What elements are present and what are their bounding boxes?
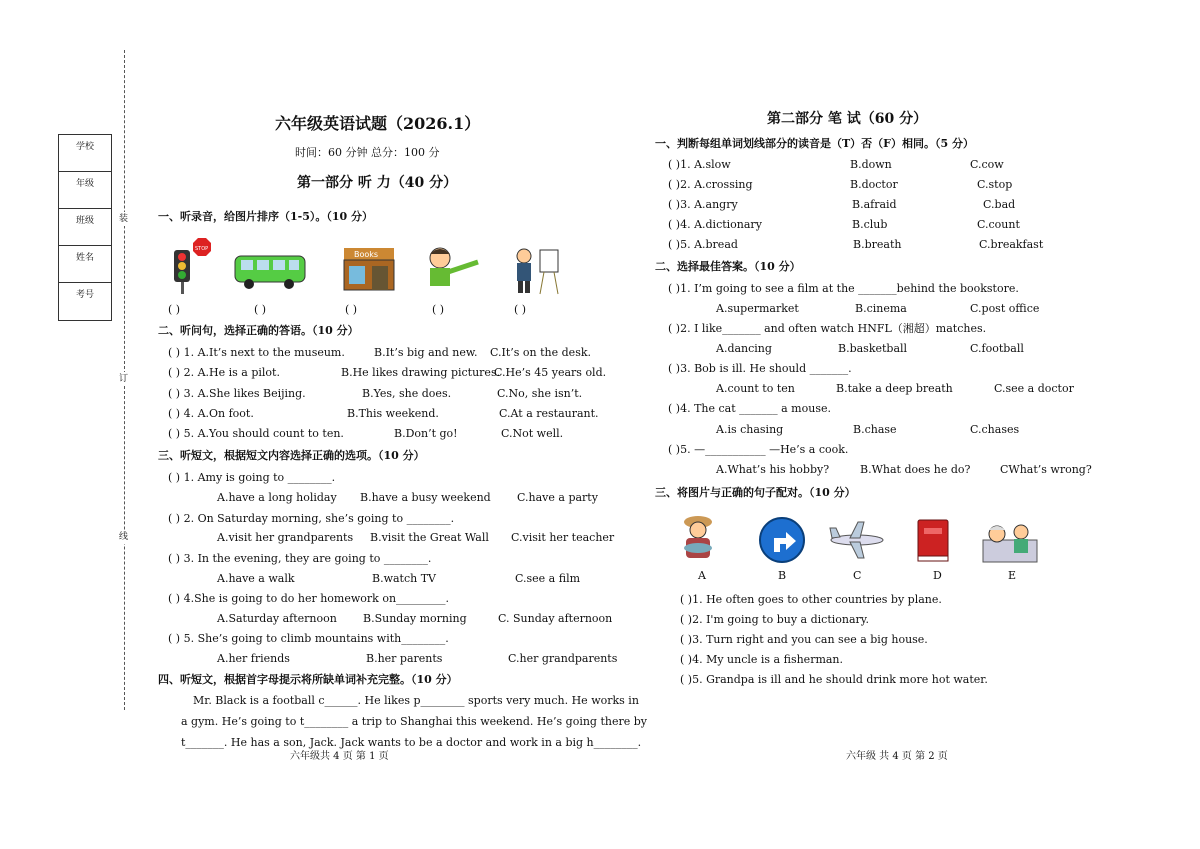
option-b: B.It’s big and new. bbox=[374, 346, 478, 359]
option-c: C.football bbox=[970, 342, 1024, 355]
option-c: C.At a restaurant. bbox=[499, 407, 599, 420]
option-b: B.He likes drawing pictures. bbox=[341, 366, 501, 379]
option-c: C.chases bbox=[970, 423, 1020, 436]
section-heading: 二、选择最佳答案。（10 分） bbox=[655, 260, 801, 273]
section-heading: 三、将图片与正确的句子配对。（10 分） bbox=[655, 486, 856, 499]
option-a: A.dancing bbox=[716, 342, 772, 355]
option-b: B.What does he do? bbox=[860, 463, 971, 476]
section-heading: 一、判断每组单词划线部分的读音是（T）否（F）相同。（5 分） bbox=[655, 137, 974, 150]
question-item: ( )2. I like_______ and often watch HNFL（湘超）matches. bbox=[668, 322, 987, 335]
option-c: C. Sunday afternoon bbox=[498, 612, 613, 625]
picture-letter: C bbox=[853, 569, 862, 582]
question-item: ( ) 4.She is going to do her homework on_________. bbox=[168, 592, 450, 605]
bookstore-icon bbox=[340, 244, 398, 294]
option-a: A.is chasing bbox=[716, 423, 784, 436]
page-title: 六年级英语试题（2026.1） bbox=[275, 114, 481, 133]
question-item: ( ) 4. A.On foot. bbox=[168, 407, 254, 420]
option-c: C.visit her teacher bbox=[511, 531, 615, 544]
grade-field[interactable]: 年级 bbox=[59, 172, 111, 209]
option-b: B.basketball bbox=[838, 342, 908, 355]
option-c: C.stop bbox=[977, 178, 1013, 191]
option-c: C.have a party bbox=[517, 491, 598, 504]
question-item: ( )2. A.crossing bbox=[668, 178, 753, 191]
option-b: B.watch TV bbox=[372, 572, 436, 585]
traffic-light-stop-sign-icon bbox=[162, 236, 220, 296]
svg-text:Books: Books bbox=[354, 250, 379, 259]
option-a: A.her friends bbox=[217, 652, 290, 665]
option-b: B.Yes, she does. bbox=[362, 387, 452, 400]
option-b: B.visit the Great Wall bbox=[370, 531, 489, 544]
section-heading: 一、听录音，给图片排序（1-5）。（10 分） bbox=[158, 210, 374, 223]
bus-icon bbox=[233, 252, 309, 292]
answer-blank[interactable]: ( ) bbox=[254, 303, 267, 316]
option-b: B.have a busy weekend bbox=[360, 491, 491, 504]
question-item: ( )3. A.angry bbox=[668, 198, 738, 211]
question-item: ( ) 5. She’s going to climb mountains with________. bbox=[168, 632, 449, 645]
option-c: C.He’s 45 years old. bbox=[494, 366, 607, 379]
option-c: C.count bbox=[977, 218, 1020, 231]
exam-number-field[interactable]: 考号 bbox=[75, 290, 94, 300]
match-sentence: ( )1. He often goes to other countries by plane. bbox=[680, 593, 942, 606]
option-c: CWhat’s wrong? bbox=[1000, 463, 1092, 476]
dictionary-book-icon bbox=[914, 518, 954, 564]
question-item: ( )1. A.slow bbox=[668, 158, 731, 171]
option-b: B.her parents bbox=[366, 652, 443, 665]
option-c: C.It’s on the desk. bbox=[490, 346, 591, 359]
question-item: ( ) 2. A.He is a pilot. bbox=[168, 366, 280, 379]
fisherman-icon bbox=[676, 514, 722, 562]
section-heading: 四、听短文，根据首字母提示将所缺单词补充完整。（10 分） bbox=[158, 673, 458, 686]
grandpa-ill-icon bbox=[981, 518, 1039, 564]
match-sentence: ( )5. Grandpa is ill and he should drink more hot water. bbox=[680, 673, 988, 686]
question-item: ( ) 1. Amy is going to ________. bbox=[168, 471, 336, 484]
answer-blank[interactable]: ( ) bbox=[345, 303, 358, 316]
question-item: ( ) 3. A.She likes Beijing. bbox=[168, 387, 306, 400]
option-c: C.see a doctor bbox=[994, 382, 1074, 395]
option-b: B.Sunday morning bbox=[363, 612, 467, 625]
option-c: C.Not well. bbox=[501, 427, 564, 440]
match-sentence: ( )4. My uncle is a fisherman. bbox=[680, 653, 844, 666]
question-item: ( )4. The cat _______ a mouse. bbox=[668, 402, 831, 415]
option-b: B.cinema bbox=[855, 302, 907, 315]
option-a: A.What’s his hobby? bbox=[716, 463, 830, 476]
option-b: B.club bbox=[852, 218, 888, 231]
passage-line: t_______. He has a son, Jack. Jack wants to be a doctor and work in a big h________. bbox=[181, 736, 642, 749]
option-c: C.post office bbox=[970, 302, 1040, 315]
option-c: C.cow bbox=[970, 158, 1004, 171]
question-item: ( ) 1. A.It’s next to the museum. bbox=[168, 346, 345, 359]
cut-mark: 装 bbox=[119, 214, 129, 224]
option-b: B.breath bbox=[853, 238, 902, 251]
option-a: A.have a walk bbox=[217, 572, 295, 585]
boy-pointing-icon bbox=[418, 244, 484, 294]
part-one-title: 第一部分 听 力（40 分） bbox=[297, 175, 458, 191]
picture-letter: A bbox=[698, 569, 706, 582]
question-item: ( )1. I’m going to see a film at the _______behind the bookstore. bbox=[668, 282, 1019, 295]
picture-letter: E bbox=[1008, 569, 1017, 582]
option-a: A.Saturday afternoon bbox=[217, 612, 337, 625]
match-sentence: ( )3. Turn right and you can see a big house. bbox=[680, 633, 928, 646]
section-heading: 三、听短文，根据短文内容选择正确的选项。（10 分） bbox=[158, 449, 425, 462]
picture-letter: D bbox=[933, 569, 942, 582]
question-item: ( )4. A.dictionary bbox=[668, 218, 762, 231]
question-item: ( ) 2. On Saturday morning, she’s going to ________. bbox=[168, 512, 455, 525]
passage-line: a gym. He’s going to t________ a trip to Shanghai this weekend. He’s going there by bbox=[181, 715, 648, 728]
answer-blank[interactable]: ( ) bbox=[168, 303, 181, 316]
option-c: C.her grandparents bbox=[508, 652, 618, 665]
option-b: B.This weekend. bbox=[347, 407, 439, 420]
option-a: A.count to ten bbox=[716, 382, 795, 395]
option-a: A.supermarket bbox=[716, 302, 799, 315]
question-item: ( )5. —___________ —He’s a cook. bbox=[668, 443, 849, 456]
question-item: ( ) 3. In the evening, they are going to ________. bbox=[168, 552, 432, 565]
option-b: B.Don’t go! bbox=[394, 427, 458, 440]
class-field[interactable]: 班级 bbox=[59, 209, 111, 246]
exam-meta: 时间：60 分钟 总分：100 分 bbox=[295, 146, 440, 159]
option-b: B.take a deep breath bbox=[836, 382, 953, 395]
option-b: B.chase bbox=[853, 423, 897, 436]
picture-letter: B bbox=[778, 569, 787, 582]
match-sentence: ( )2. I'm going to buy a dictionary. bbox=[680, 613, 870, 626]
cut-mark: 线 bbox=[119, 532, 129, 542]
question-item: ( ) 5. A.You should count to ten. bbox=[168, 427, 344, 440]
part-two-title: 第二部分 笔 试（60 分） bbox=[767, 111, 928, 127]
school-field[interactable]: 学校 bbox=[59, 135, 111, 172]
option-c: C.No, she isn’t. bbox=[497, 387, 583, 400]
student-info-box bbox=[58, 134, 112, 321]
page-footer: 六年级共 4 页 第 1 页 bbox=[290, 751, 389, 762]
airplane-icon bbox=[828, 520, 886, 560]
option-b: B.down bbox=[850, 158, 892, 171]
svg-text:STOP: STOP bbox=[195, 246, 209, 252]
cut-mark: 订 bbox=[119, 374, 129, 384]
page-footer: 六年级 共 4 页 第 2 页 bbox=[846, 751, 948, 762]
section-heading: 二、听问句，选择正确的答语。（10 分） bbox=[158, 324, 359, 337]
turn-right-arrow-icon bbox=[758, 516, 806, 564]
option-a: A.visit her grandparents bbox=[217, 531, 354, 544]
answer-blank[interactable]: ( ) bbox=[514, 303, 527, 316]
option-c: C.breakfast bbox=[979, 238, 1044, 251]
man-painting-icon bbox=[506, 244, 562, 296]
name-field[interactable]: 姓名 bbox=[59, 246, 111, 283]
option-a: A.have a long holiday bbox=[217, 491, 337, 504]
option-c: C.see a film bbox=[515, 572, 581, 585]
question-item: ( )3. Bob is ill. He should _______. bbox=[668, 362, 852, 375]
option-b: B.afraid bbox=[852, 198, 897, 211]
option-b: B.doctor bbox=[850, 178, 898, 191]
option-c: C.bad bbox=[983, 198, 1016, 211]
question-item: ( )5. A.bread bbox=[668, 238, 738, 251]
answer-blank[interactable]: ( ) bbox=[432, 303, 445, 316]
passage-line: Mr. Black is a football c______. He likes p________ sports very much. He works in bbox=[193, 694, 639, 707]
